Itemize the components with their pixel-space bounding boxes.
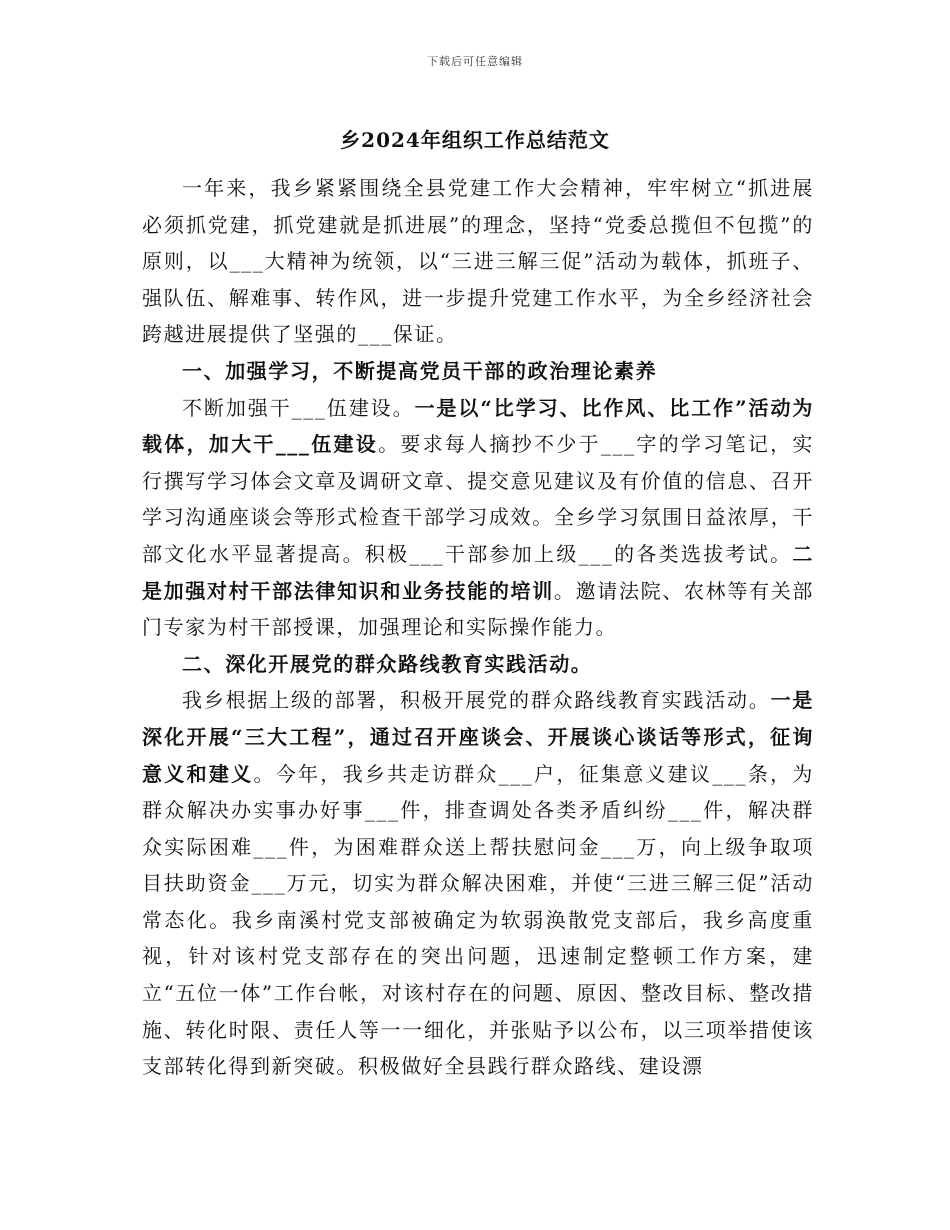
document-title: 乡2024年组织工作总结范文 [340, 128, 610, 152]
bold-text-run: 一是深化开展“三大工程”，通过召开座谈会、开展谈心谈话等形式，征询意义和建义 [142, 688, 814, 786]
paragraph-section-2 [142, 682, 814, 1085]
section-heading-2: 二、深化开展党的群众路线教育实践活动。 [182, 651, 593, 676]
text-run: 。今年，我乡共走访群众___户，征集意义建议___条，为群众解决办实事办好事___件，排查调处各类矛盾纠纷___件，解决群众实际困难___件，为困难群众送上帮扶慰问金___万，向上级争取项目扶助资金___万元，切实为群众解决困难，并使“三进三解三促”活动常态化。我乡南溪村党支部被确定为软弱涣散党支部后，我乡高度重视，针对该村党支部存在的突出问题，迅速制定整顿工作方案，建立“五位一体”工作台帐，对该村存在的问题、原因、整改目标、整改措施、转化时限、责任人等一一细化，并张贴予以公布，以三项举措使该支部转化得到新突破。积极做好全县践行群众路线、建设漂 [142, 761, 814, 1079]
page-header-note: 下载后可任意编辑 [427, 55, 523, 68]
section-heading-1: 一、加强学习，不断提高党员干部的政治理论素养 [182, 358, 658, 383]
text-run: 我乡根据上级的部署，积极开展党的群众路线教育实践活动。 [182, 688, 771, 713]
text-run: 。邀请法院、农林等有关部门专家为村干部授课，加强理论和实际操作能力。 [142, 578, 814, 640]
text-run: 。要求每人摘抄不少于___字的学习笔记，实行撰写学习体会文章及调研文章、提交意见建议及有价值的信息、召开学习沟通座谈会等形式检查干部学习成效。全乡学习氛围日益浓厚，干部文化水平显著提高。积极___干部参加上级___的各类选拔考试。 [142, 432, 814, 566]
bold-text-run: 二是加强对村干部法律知识和业务技能的培训 [142, 541, 814, 603]
document-body [142, 170, 814, 1085]
bold-text-run: 一是以“比学习、比作风、比工作”活动为载体，加大干___伍建设 [142, 395, 814, 457]
paragraph-section-1 [142, 390, 814, 646]
text-run: 不断加强干___伍建设。 [182, 395, 415, 420]
paragraph-intro: 一年来，我乡紧紧围绕全县党建工作大会精神，牢牢树立“抓进展必须抓党建，抓党建就是抓进展”的理念，坚持“党委总揽但不包揽”的原则，以___大精神为统领，以“三进三解三促”活动为载体，抓班子、强队伍、解难事、转作风，进一步提升党建工作水平，为全乡经济社会跨越进展提供了坚强的___保证。 [142, 176, 814, 347]
